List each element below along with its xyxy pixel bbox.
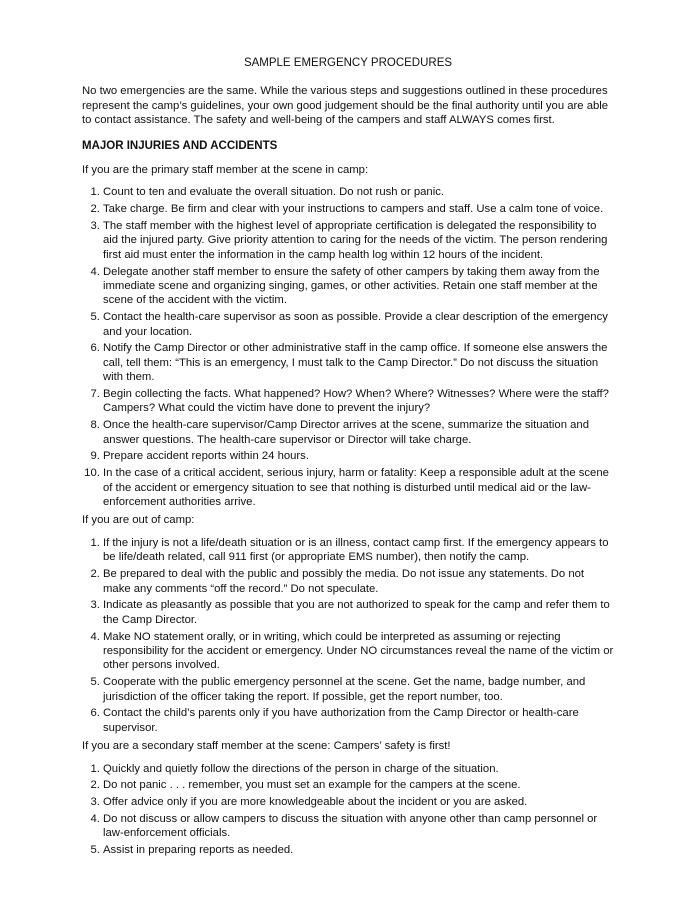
list-item: 1. Quickly and quietly follow the directions of the person in charge of the situation.: [103, 762, 614, 776]
primary-staff-steps: [82, 185, 614, 509]
list-item: 10. In the case of a critical accident, serious injury, harm or fatality: Keep a responsible adult at the scene of the accident or emergency situation to see that nothing is disturbed until medical aid or the law-enforcement authorities arrive.: [103, 466, 614, 509]
list-item: 4. Do not discuss or allow campers to discuss the situation with anyone other than camp personnel or law-enforcement officials.: [103, 812, 614, 841]
document-title: SAMPLE EMERGENCY PROCEDURES: [243, 57, 453, 69]
list-item: 5. Assist in preparing reports as needed.: [103, 843, 614, 857]
list-item: 2. Take charge. Be firm and clear with your instructions to campers and staff. Use a calm tone of voice.: [103, 202, 614, 216]
primary-staff-lead: If you are the primary staff member at the scene in camp:: [82, 164, 369, 177]
list-item: 5. Contact the health-care supervisor as soon as possible. Provide a clear description of the emergency and your location.: [103, 310, 614, 339]
list-item: 5. Cooperate with the public emergency personnel at the scene. Get the name, badge number, and jurisdiction of the officer taking the report. If possible, get the report number, too.: [103, 675, 614, 704]
out-of-camp-steps: [82, 536, 614, 735]
list-item: 1. Count to ten and evaluate the overall situation. Do not rush or panic.: [103, 185, 614, 199]
section-heading: MAJOR INJURIES AND ACCIDENTS: [82, 139, 278, 152]
list-item: 4. Delegate another staff member to ensure the safety of other campers by taking them away from the immediate scene and organizing singing, games, or other activities. Retain one staff member at the scene of the accident with the victim.: [103, 265, 614, 308]
list-item: 6. Contact the child’s parents only if you have authorization from the Camp Director or health-care supervisor.: [103, 706, 614, 735]
list-item: 6. Notify the Camp Director or other administrative staff in the camp office. If someone else answers the call, tell them: “This is an emergency, I must talk to the Camp Director.” Do not discuss the situation with them.: [103, 341, 614, 384]
list-item: 3. The staff member with the highest level of appropriate certification is delegated the responsibility to aid the injured party. Give priority attention to caring for the needs of the victim. The person rendering first aid must enter the information in the camp health log within 12 hours of the incident.: [103, 219, 614, 262]
list-item: 1. If the injury is not a life/death situation or is an illness, contact camp first. If the emergency appears to be life/death related, call 911 first (or appropriate EMS number), then notify the camp.: [103, 536, 614, 565]
document-page: [82, 56, 614, 862]
secondary-staff-lead: If you are a secondary staff member at the scene: Campers’ safety is first!: [82, 740, 451, 753]
list-item: 9. Prepare accident reports within 24 hours.: [103, 449, 614, 463]
intro-paragraph: No two emergencies are the same. While the various steps and suggestions outlined in these procedures represent the camp’s guidelines, your own good judgement should be the final authority until you are able to contact assistance. The safety and well-being of the campers and staff ALWAYS comes first.: [82, 85, 609, 127]
list-item: 8. Once the health-care supervisor/Camp Director arrives at the scene, summarize the situation and answer questions. The health-care supervisor or Director will take charge.: [103, 418, 614, 447]
list-item: 4. Make NO statement orally, or in writing, which could be interpreted as assuming or rejecting responsibility for the accident or emergency. Under NO circumstances reveal the name of the victim or other persons involved.: [103, 630, 614, 673]
out-of-camp-lead: If you are out of camp:: [82, 514, 195, 527]
list-item: 7. Begin collecting the facts. What happened? How? When? Where? Witnesses? Where were the staff? Campers? What could the victim have done to prevent the injury?: [103, 387, 614, 416]
list-item: 2. Do not panic . . . remember, you must set an example for the campers at the scene.: [103, 778, 614, 792]
list-item: 3. Indicate as pleasantly as possible that you are not authorized to speak for the camp and refer them to the Camp Director.: [103, 598, 614, 627]
list-item: 3. Offer advice only if you are more knowledgeable about the incident or you are asked.: [103, 795, 614, 809]
list-item: 2. Be prepared to deal with the public and possibly the media. Do not issue any statements. Do not make any comments “off the record.” Do not speculate.: [103, 567, 614, 596]
secondary-staff-steps: [82, 762, 614, 858]
